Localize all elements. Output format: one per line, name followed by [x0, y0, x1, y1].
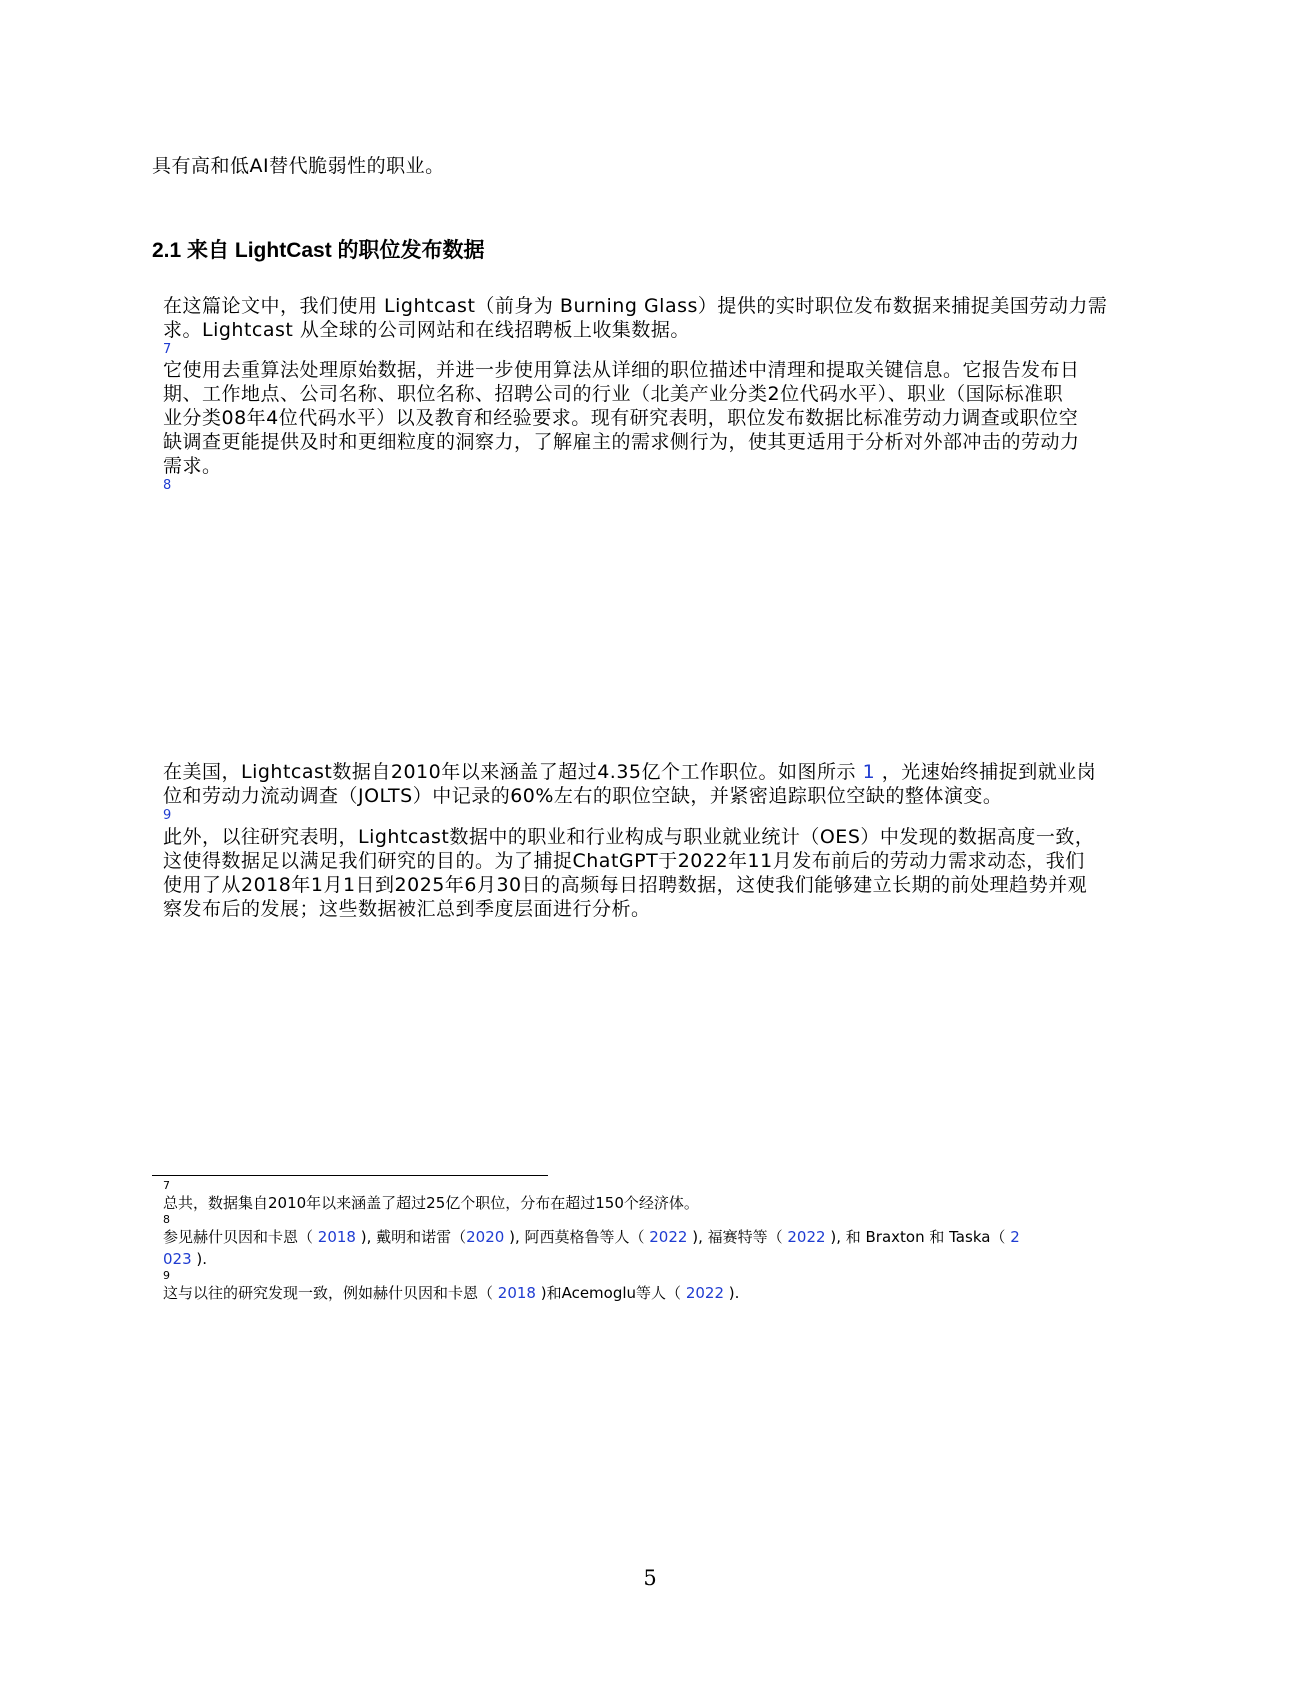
para3-line-1: [163, 760, 1163, 784]
paragraph-4: [163, 825, 1163, 921]
footnote-8-text-d: ), 福赛特等（: [687, 1228, 788, 1246]
para1-line-2: 求。Lightcast 从全球的公司网站和在线招聘板上收集数据。: [163, 319, 690, 341]
footnote-7-number: 7: [163, 1179, 170, 1192]
paragraph-1: [163, 294, 1163, 358]
footnote-8-text-c: ), 阿西莫格鲁等人（: [504, 1228, 650, 1246]
citation-link-2018[interactable]: 2018: [317, 1228, 356, 1246]
para1-line-1: 在这篇论文中，我们使用 Lightcast（前身为 Burning Glass）提供的实时职位发布数据来捕捉美国劳动力需: [163, 295, 1108, 317]
citation-link-2018-b[interactable]: 2018: [497, 1284, 536, 1302]
footnotes: [163, 1180, 1153, 1304]
footnote-9-line: [163, 1282, 1153, 1304]
paragraph-3: [163, 760, 1163, 824]
paragraph-2: [163, 358, 1163, 494]
para2-line-1: 它使用去重算法处理原始数据，并进一步使用算法从详细的职位描述中清理和提取关键信息。它报告发布日: [163, 359, 1080, 381]
citation-link-2023-part-2[interactable]: 023: [163, 1250, 192, 1268]
para4-line-2: 这使得数据足以满足我们研究的目的。为了捕捉ChatGPT于2022年11月发布前后的劳动力需求动态，我们: [163, 850, 1085, 872]
section-heading: [152, 234, 485, 264]
para2-line-5: 需求。: [163, 455, 222, 477]
para2-line-2: 期、工作地点、公司名称、职位名称、招聘公司的行业（北美产业分类2位代码水平）、职业（国际标准职: [163, 383, 1064, 405]
footnote-divider: [152, 1175, 548, 1176]
footnote-8-text-a: 参见赫什贝因和卡恩（: [163, 1228, 318, 1246]
para3-line-1-before: 在美国，Lightcast数据自2010年以来涵盖了超过4.35亿个工作职位。如图所示: [163, 761, 863, 783]
para3-line-1-after: ，光速始终捕捉到就业岗: [875, 761, 1097, 783]
citation-link-2023-part-1[interactable]: 2: [1010, 1228, 1020, 1246]
page-number: 5: [643, 1566, 657, 1590]
footnote-8-line-1: [163, 1226, 1153, 1248]
para4-line-4: 察发布后的发展；这些数据被汇总到季度层面进行分析。: [163, 898, 651, 920]
section-title: 来自 LightCast 的职位发布数据: [187, 239, 485, 262]
citation-link-2022-b[interactable]: 2022: [787, 1228, 826, 1246]
footnote-9-text-c: ).: [724, 1284, 740, 1302]
footnote-8-number: 8: [163, 1213, 170, 1226]
para2-line-4: 缺调查更能提供及时和更细粒度的洞察力，了解雇主的需求侧行为，使其更适用于分析对外部冲击的劳动力: [163, 431, 1080, 453]
citation-link-2020[interactable]: 2020: [466, 1228, 505, 1246]
footnote-8-line-2: [163, 1248, 1153, 1270]
footnote-9-number: 9: [163, 1269, 170, 1282]
footnote-marker-8[interactable]: 8: [163, 478, 172, 493]
footnote-marker-7[interactable]: 7: [163, 342, 172, 357]
section-number: 2.1: [152, 239, 182, 262]
para2-line-3: 业分类08年4位代码水平）以及教育和经验要求。现有研究表明，职位发布数据比标准劳动力调查或职位空: [163, 407, 1079, 429]
footnote-8-text-f: ).: [191, 1250, 208, 1268]
figure-ref-link[interactable]: 1: [862, 761, 876, 783]
citation-link-2022-c[interactable]: 2022: [685, 1284, 725, 1302]
para4-line-1: 此外，以往研究表明，Lightcast数据中的职业和行业构成与职业就业统计（OES）中发现的数据高度一致，: [163, 826, 1095, 848]
footnote-7-text: 总共，数据集自2010年以来涵盖了超过25亿个职位，分布在超过150个经济体。: [163, 1194, 699, 1212]
footnote-9-text-b: )和Acemoglu等人（: [535, 1284, 686, 1302]
para3-line-2: 位和劳动力流动调查（JOLTS）中记录的60%左右的职位空缺，并紧密追踪职位空缺的整体演变。: [163, 785, 1003, 807]
footnote-marker-9[interactable]: 9: [163, 808, 172, 823]
citation-link-2022-a[interactable]: 2022: [649, 1228, 688, 1246]
intro-text: 具有高和低AI替代脆弱性的职业。: [152, 155, 445, 177]
para4-line-3: 使用了从2018年1月1日到2025年6月30日的高频每日招聘数据，这使我们能够建立长期的前处理趋势并观: [163, 874, 1088, 896]
footnote-8-text-e: ), 和 Braxton 和 Taska（: [825, 1228, 1011, 1246]
footnote-9-text-a: 这与以往的研究发现一致，例如赫什贝因和卡恩（: [163, 1284, 498, 1302]
footnote-8-text-b: ), 戴明和诺雷（: [355, 1228, 467, 1246]
